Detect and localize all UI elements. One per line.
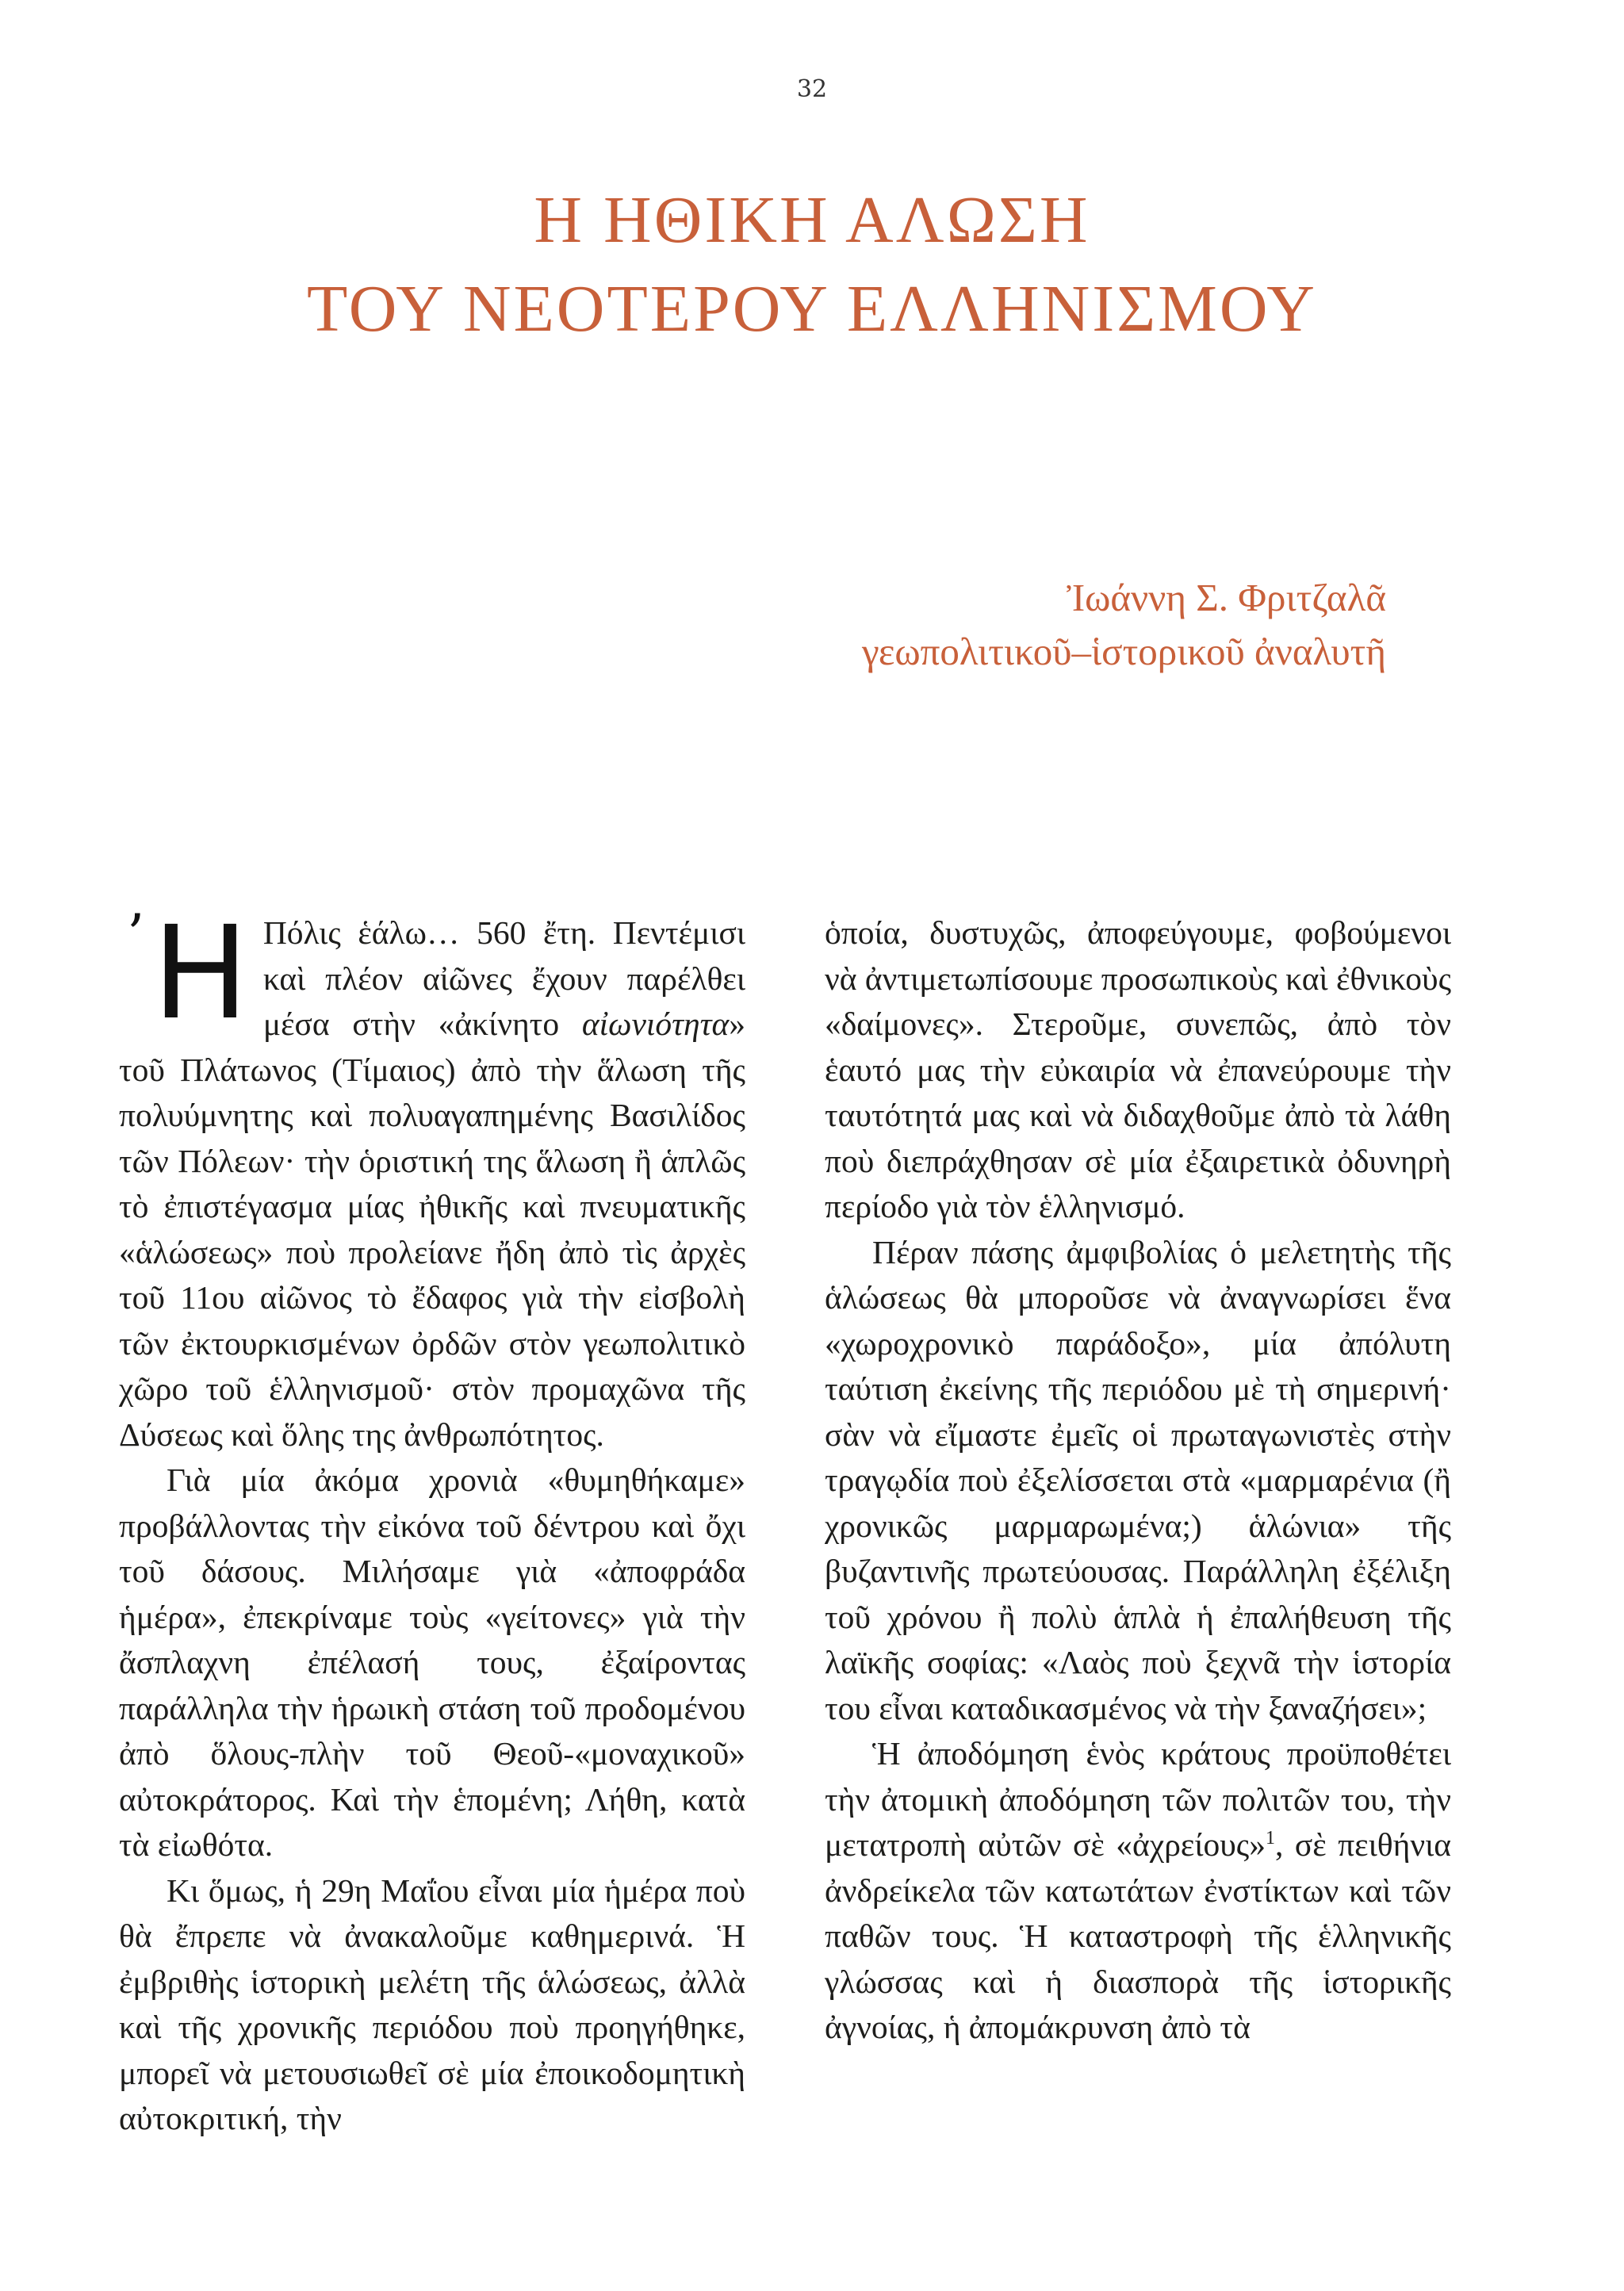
article-title <box>0 176 1624 354</box>
byline <box>862 571 1386 679</box>
left-column <box>119 899 745 2142</box>
paragraph: Γιὰ μία ἀκόμα χρονιὰ «θυμηθήκαμε» προβάλλοντας τὴν εἰκόνα τοῦ δέντρου καὶ ὄχι τοῦ δάσους. Μιλήσαμε γιὰ «ἀποφράδα ἡμέρα», ἐπεκρίναμε τοὺς «γείτονες» γιὰ τὴν ἄσπλαχνη ἐπέλασή τους, ἐξαίροντας παράλληλα τὴν ἡρωικὴ στάση τοῦ προδομένου ἀπὸ ὅλους-πλὴν τοῦ Θεοῦ-«μοναχικοῦ» αὐτοκράτορος. Καὶ τὴν ἑπομένη; Λήθη, κατὰ τὰ εἰωθότα. <box>119 1462 745 1863</box>
paragraph-text: Ἡ ἀποδόμηση ἑνὸς κράτους προϋποθέτει τὴν ἀτομικὴ ἀποδόμηση τῶν πολιτῶν του, τὴν μετατροπὴ αὐτῶν σὲ «ἀχρείους» <box>825 1735 1451 1863</box>
paragraph-text: » τοῦ Πλάτωνος (Τίμαιος) ἀπὸ τὴν ἅλωση τῆς πολυύμνητης καὶ πολυαγαπημένης Βασιλίδος τῶν Πόλεων· τὴν ὁριστική της ἅλωση ἢ ἁπλῶς τὸ ἐπιστέγασμα μίας ἠθικῆς καὶ πνευματικῆς «ἁλώσεως» ποὺ προλείανε ἤδη ἀπὸ τὶς ἀρχὲς τοῦ 11ου αἰῶνος τὸ ἔδαφος γιὰ τὴν εἰσβολὴ τῶν ἐκτουρκισμένων ὀρδῶν στὸν γεωπολιτικὸ χῶρο τοῦ ἑλληνισμοῦ· στὸν προμαχῶνα τῆς Δύσεως καὶ ὅλης της ἀνθρωπότητος. <box>119 1006 745 1453</box>
breathing-mark: ’ <box>127 902 145 967</box>
title-line-2: ΤΟΥ ΝΕΟΤΕΡΟΥ ΕΛΛΗΝΙΣΜΟΥ <box>307 272 1317 346</box>
footnote-ref[interactable]: 1 <box>1265 1828 1275 1849</box>
paragraph: ὁποία, δυστυχῶς, ἀποφεύγουμε, φοβούμενοι νὰ ἀντιμετωπίσουμε προσωπικοὺς καὶ ἐθνικοὺς «δαίμονες». Στεροῦμε, συνεπῶς, ἀπὸ τὸν ἑαυτό μας τὴν εὐκαιρία νὰ ἐπανεύρουμε τὴν ταυτότητά μας καὶ νὰ διδαχθοῦμε ἀπὸ τὰ λάθη ποὺ διεπράχθησαν σὲ μία ἐξαιρετικὰ ὀδυνηρὴ περίοδο γιὰ τὸν ἑλληνισμό. <box>825 914 1451 1224</box>
drop-cap-letter: Η <box>152 899 249 1048</box>
paragraph <box>825 1731 1451 2051</box>
paragraph <box>119 899 745 1458</box>
author-name: Ἰωάννη Σ. Φριτζαλᾶ <box>1067 576 1386 619</box>
paragraph: Πέραν πάσης ἀμφιβολίας ὁ μελετητὴς τῆς ἁλώσεως θὰ μποροῦσε νὰ ἀναγνωρίσει ἕνα «χωροχρονικὸ παράδοξο», μία ἀπόλυτη ταύτιση ἐκείνης τῆς περιόδου μὲ τὴ σημερινή· σὰν νὰ εἴμαστε ἐμεῖς οἱ πρωταγωνιστὲς στὴν τραγῳδία ποὺ ἐξελίσσεται στὰ «μαρμαρένια (ἢ χρονικῶς μαρμαρωμένα;) ἁλώνια» τῆς βυζαντινῆς πρωτεύουσας. Παράλληλη ἐξέλιξη τοῦ χρόνου ἢ πολὺ ἁπλὰ ἡ ἐπαλήθευση τῆς λαϊκῆς σοφίας: «Λαὸς ποὺ ξεχνᾶ τὴν ἱστορία του εἶναι καταδικασμένος νὰ τὴν ξαναζήσει»; <box>825 1233 1451 1726</box>
paragraph-text: , σὲ πειθήνια ἀνδρείκελα τῶν κατωτάτων ἐνστίκτων καὶ τῶν παθῶν τους. Ἡ καταστροφὴ τῆς ἑλληνικῆς γλώσσας καὶ ἡ διασπορὰ τῆς ἱστορικῆς ἀγνοίας, ἡ ἀπομάκρυνση ἀπὸ τὰ <box>825 1826 1451 2045</box>
paragraph: Κι ὅμως, ἡ 29η Μαΐου εἶναι μία ἡμέρα ποὺ θὰ ἔπρεπε νὰ ἀνακαλοῦμε καθημερινά. Ἡ ἐμβριθὴς ἱστορικὴ μελέτη τῆς ἁλώσεως, ἀλλὰ καὶ τῆς χρονικῆς περιόδου ποὺ προηγήθηκε, μπορεῖ νὰ μετουσιωθεῖ σὲ μία ἐποικοδομητικὴ αὐτοκριτική, τὴν <box>119 1871 745 2136</box>
author-role: γεωπολιτικοῦ–ἱστορικοῦ ἀναλυτῆ <box>862 630 1386 673</box>
right-column <box>825 910 1451 2051</box>
paragraph-text: Πόλις ἑάλω… 560 ἔτη. Πεντέμισι καὶ πλέον αἰῶνες ἔχουν παρέλθει μέσα στὴν «ἀκίνητο <box>262 914 745 1042</box>
page-number: 32 <box>796 75 828 103</box>
title-line-1: Η ΗΘΙΚΗ ΑΛΩΣΗ <box>534 183 1090 257</box>
drop-cap <box>127 899 249 1048</box>
italic-term: αἰωνιότητα <box>581 1006 730 1042</box>
